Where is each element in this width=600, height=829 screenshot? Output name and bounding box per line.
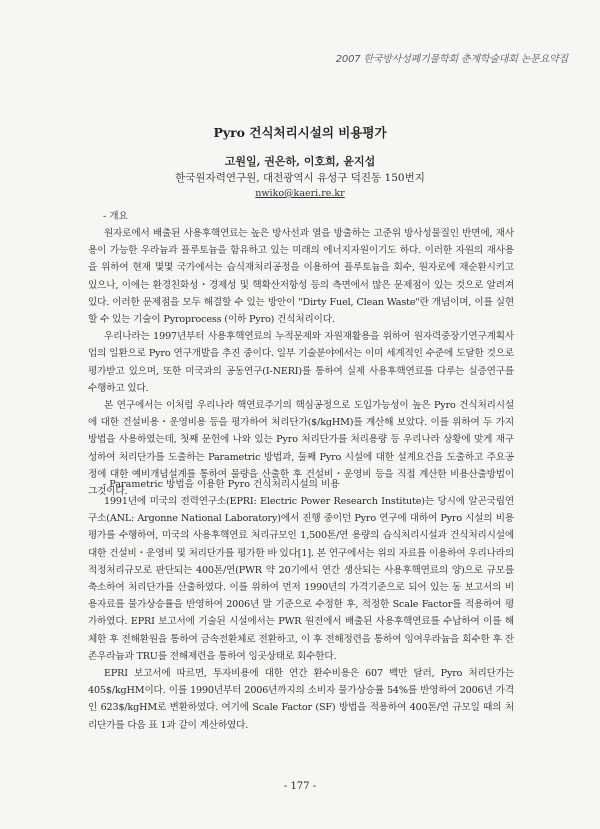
- page-number: - 177 -: [283, 781, 317, 792]
- affiliation: 한국원자력연구원, 대전광역시 유성구 덕진동 150번지: [175, 172, 425, 184]
- paragraph: 1991년에 미국의 전력연구소(EPRI: Electric Power Research Institute)는 당시에 알곤국립연구소(ANL: Argonne National Laboratory)에서 진행 중이던 Pyro 연구에 대하여 Pyro 시설의 비용평가를 수행하여, 미국의 사용후핵연료 처리규모인 1,500톤/연 용량의 습식처리시설과 건식처리시설에 대한 건설비・운영비 및 처리단가를 평가한 바 있다[1]. 본 연구에서는 위의 자료를 이용하여 우리나라의 적정처리규모로 판단되는 400톤/연(PWR 약 20기에서 연간 생산되는 사용후핵연료의 양)으로 규모를 축소하여 처리단가를 산출하였다. 이를 위하여 먼저 1990년의 가격기준으로 되어 있는 동 보고서의 비용자료를 물가상승률을 반영하여 2006년 말 기준으로 수정한 후, 적정한 Scale Factor를 적용하여 평가하였다. EPRI 보고서에 기술된 시설에서는 PWR 원전에서 배출된 사용후핵연료를 수납하여 이를 해체한 후 전해환원을 통하여 금속전환체로 전환하고, 이 후 전해정련을 통하여 잉여우라늄을 회수한 후 잔존우라늄과 TRU를 전해제련을 통하여 잉곳상태로 회수한다.: [88, 496, 514, 662]
- paragraph: 원자로에서 배출된 사용후핵연료는 높은 방사선과 열을 방출하는 고준위 방사성물질인 반면에, 재사용이 가능한 우라늄과 플루토늄을 함유하고 있는 미래의 에너지자원이기도 하다. 이러한 자원의 재사용을 위하여 현재 몇몇 국가에서는 습식재처리공정을 이용하여 플루토늄을 회수, 원자로에 재순환시키고 있으나, 이에는 환경친화성・경제성 및 핵확산저항성 등의 측면에서 많은 문제점이 있는 것으로 알려져 있다. 이러한 문제점을 모두 해결할 수 있는 방안이 "Dirty Fuel, Clean Waste"란 개념이며, 이를 실현할 수 있는 기술이 Pyroprocess (이하 Pyro) 건식처리이다.: [88, 228, 514, 326]
- section-parametric-body: [88, 493, 514, 734]
- section-heading-parametric: - Parametric 방법을 이용한 Pyro 건식처리시설의 비용: [103, 479, 340, 490]
- section-overview-body: [88, 225, 514, 500]
- paper-title: Pyro 건식처리시설의 비용평가: [213, 125, 387, 140]
- authors: 고원일, 권은하, 이호희, 윤지섭: [224, 155, 376, 168]
- paragraph: 본 연구에서는 이처럼 우리나라 핵연료주기의 핵심공정으로 도입가능성이 높은 Pyro 건식처리시설에 대한 건설비용・운영비용 등을 평가하여 처리단가($/kgHM)를 계산해 보았다. 이를 위하여 두 가지 방법을 사용하였는데, 첫째 문헌에 나와 있는 Pyro 처리단가를 처리용량 등 우리나라 상황에 맞게 재구성하여 처리단가를 도출하는 Parametric 방법과, 둘째 Pyro 시설에 대한 설계요건을 도출하고 주요공정에 대한 예비개념설계를 통하여 물량을 산출한 후 건설비・운영비 등을 직접 계산한 비용산출방법이 그것이다.: [88, 400, 514, 498]
- paragraph: EPRI 보고서에 따르면, 투자비용에 대한 연간 환수비용은 607 백만 달러, Pyro 처리단가는 405$/kgHM이다. 이를 1990년부터 2006년까지의 소비자 물가상승률 54%를 반영하여 2006년 가격인 623$/kgHM로 변환하였다. 여기에 Scale Factor (SF) 방법을 적용하여 400톤/연 규모일 때의 처리단가를 다음 표 1과 같이 계산하였다.: [88, 668, 514, 731]
- email-link[interactable]: nwiko@kaeri.re.kr: [255, 188, 345, 199]
- running-head: 2007 한국방사성폐기물학회 춘계학술대회 논문요약집: [335, 54, 568, 65]
- paragraph: 우리나라는 1997년부터 사용후핵연료의 누적문제와 자원재활용을 위하여 원자력중장기연구계획사업의 일환으로 Pyro 연구개발을 추진 중이다. 일부 기술분야에서는 이미 세계적인 수준에 도달한 것으로 평가받고 있으며, 또한 미국과의 공동연구(I-NERI)를 통하여 실제 사용후핵연료를 다루는 실증연구를 수행하고 있다.: [88, 331, 514, 394]
- section-heading-overview: - 개요: [103, 211, 128, 222]
